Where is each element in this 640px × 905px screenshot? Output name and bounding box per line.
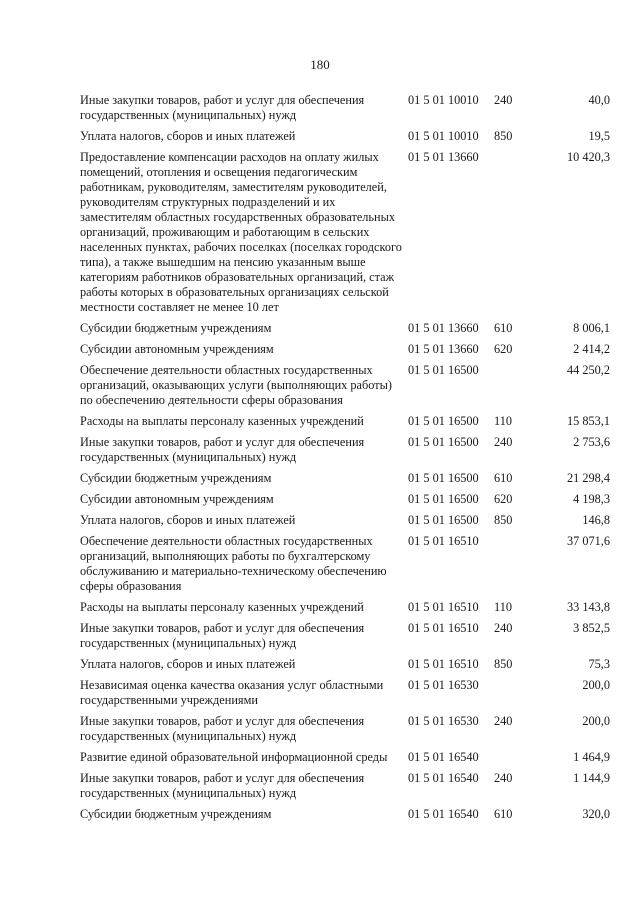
row-name: Независимая оценка качества оказания услуг областными государственными учреждениями — [80, 678, 384, 707]
table-row — [80, 435, 610, 465]
row-amount: 320,0 — [582, 807, 610, 821]
row-amount: 2 414,2 — [573, 342, 610, 356]
row-expense-type: 850 — [494, 657, 513, 671]
table-row — [80, 492, 610, 507]
row-expense-type — [494, 534, 532, 594]
row-amount: 33 143,8 — [566, 600, 610, 614]
table-row — [80, 321, 610, 336]
table-row — [80, 150, 610, 315]
row-amount: 2 753,6 — [573, 435, 610, 449]
row-name: Субсидии автономным учреждениям — [80, 492, 274, 506]
table-row — [80, 600, 610, 615]
table-row — [80, 807, 610, 822]
row-target-code: 01 5 01 16510 — [408, 600, 479, 614]
page-number: 180 — [310, 57, 330, 72]
row-amount: 15 853,1 — [566, 414, 610, 428]
row-name: Обеспечение деятельности областных государственных организаций, оказывающих услуги (выполняющих работы) по обеспечению деятельности сферы образования — [80, 363, 392, 407]
row-expense-type: 610 — [494, 321, 513, 335]
table-row — [80, 621, 610, 651]
row-target-code: 01 5 01 16540 — [408, 750, 479, 764]
row-target-code: 01 5 01 16500 — [408, 363, 479, 377]
row-amount: 146,8 — [582, 513, 610, 527]
row-amount: 8 006,1 — [573, 321, 610, 335]
table-row — [80, 750, 610, 765]
row-target-code: 01 5 01 16540 — [408, 771, 479, 785]
row-target-code: 01 5 01 16500 — [408, 513, 479, 527]
row-name: Предоставление компенсации расходов на оплату жилых помещений, отопления и освещения педагогическим работникам, руководителям, заместителям руководителей, руководителям структурных подразделений и их заместителям областных государственных образовательных организаций, проживающим и работающим в сельских населенных пунктах, рабочих поселках (поселках городского типа), а также вышедшим на пенсию указанным выше категориям работников образовательных организаций, стаж работы которых в образовательных организациях сельской местности составляет не менее 10 лет — [80, 150, 402, 314]
row-name: Развитие единой образовательной информационной среды — [80, 750, 388, 764]
row-name: Уплата налогов, сборов и иных платежей — [80, 657, 296, 671]
row-expense-type: 850 — [494, 513, 513, 527]
row-target-code: 01 5 01 13660 — [408, 342, 479, 356]
row-expense-type: 110 — [494, 414, 512, 428]
table-row — [80, 342, 610, 357]
row-expense-type: 240 — [494, 771, 513, 785]
row-name: Расходы на выплаты персоналу казенных учреждений — [80, 414, 364, 428]
row-amount: 1 464,9 — [573, 750, 610, 764]
row-target-code: 01 5 01 16530 — [408, 714, 479, 728]
row-expense-type: 610 — [494, 807, 513, 821]
row-expense-type: 240 — [494, 621, 513, 635]
row-name: Субсидии бюджетным учреждениям — [80, 321, 272, 335]
budget-table — [80, 93, 610, 828]
row-amount: 40,0 — [588, 93, 610, 107]
row-expense-type — [494, 150, 532, 315]
row-name: Субсидии бюджетным учреждениям — [80, 471, 272, 485]
row-expense-type: 110 — [494, 600, 512, 614]
table-row — [80, 93, 610, 123]
row-amount: 200,0 — [582, 714, 610, 728]
row-amount: 19,5 — [588, 129, 610, 143]
row-name: Субсидии автономным учреждениям — [80, 342, 274, 356]
row-expense-type: 620 — [494, 342, 513, 356]
row-target-code: 01 5 01 16530 — [408, 678, 479, 692]
row-expense-type — [494, 363, 532, 408]
table-row — [80, 534, 610, 594]
row-target-code: 01 5 01 16510 — [408, 657, 479, 671]
table-row — [80, 513, 610, 528]
row-expense-type: 610 — [494, 471, 513, 485]
row-target-code: 01 5 01 13660 — [408, 150, 479, 164]
table-row — [80, 471, 610, 486]
row-name: Обеспечение деятельности областных государственных организаций, выполняющих работы по бухгалтерскому обслуживанию и материально-техническому обеспечению сферы образования — [80, 534, 387, 593]
row-name: Иные закупки товаров, работ и услуг для обеспечения государственных (муниципальных) нужд — [80, 435, 365, 464]
row-expense-type — [494, 750, 532, 765]
row-name: Иные закупки товаров, работ и услуг для обеспечения государственных (муниципальных) нужд — [80, 621, 365, 650]
row-target-code: 01 5 01 16510 — [408, 534, 479, 548]
row-target-code: 01 5 01 16510 — [408, 621, 479, 635]
row-amount: 4 198,3 — [573, 492, 610, 506]
table-row — [80, 714, 610, 744]
row-expense-type: 240 — [494, 93, 513, 107]
row-name: Иные закупки товаров, работ и услуг для обеспечения государственных (муниципальных) нужд — [80, 93, 365, 122]
table-row — [80, 129, 610, 144]
row-amount: 3 852,5 — [573, 621, 610, 635]
row-target-code: 01 5 01 16500 — [408, 435, 479, 449]
row-expense-type: 240 — [494, 714, 513, 728]
row-name: Расходы на выплаты персоналу казенных учреждений — [80, 600, 364, 614]
table-row — [80, 657, 610, 672]
row-target-code: 01 5 01 13660 — [408, 321, 479, 335]
row-amount: 21 298,4 — [566, 471, 610, 485]
row-amount: 37 071,6 — [566, 534, 610, 548]
row-target-code: 01 5 01 16500 — [408, 471, 479, 485]
row-target-code: 01 5 01 10010 — [408, 93, 479, 107]
row-expense-type: 240 — [494, 435, 513, 449]
row-target-code: 01 5 01 16500 — [408, 492, 479, 506]
row-amount: 44 250,2 — [566, 363, 610, 377]
row-name: Субсидии бюджетным учреждениям — [80, 807, 272, 821]
row-expense-type: 850 — [494, 129, 513, 143]
row-name: Уплата налогов, сборов и иных платежей — [80, 129, 296, 143]
row-name: Уплата налогов, сборов и иных платежей — [80, 513, 296, 527]
row-name: Иные закупки товаров, работ и услуг для обеспечения государственных (муниципальных) нужд — [80, 771, 365, 800]
row-amount: 75,3 — [588, 657, 610, 671]
table-row — [80, 678, 610, 708]
row-target-code: 01 5 01 16500 — [408, 414, 479, 428]
table-row — [80, 363, 610, 408]
table-row — [80, 414, 610, 429]
row-expense-type: 620 — [494, 492, 513, 506]
row-amount: 1 144,9 — [573, 771, 610, 785]
row-expense-type — [494, 678, 532, 708]
row-amount: 10 420,3 — [566, 150, 610, 164]
row-target-code: 01 5 01 10010 — [408, 129, 479, 143]
row-name: Иные закупки товаров, работ и услуг для обеспечения государственных (муниципальных) нужд — [80, 714, 365, 743]
row-amount: 200,0 — [582, 678, 610, 692]
row-target-code: 01 5 01 16540 — [408, 807, 479, 821]
table-row — [80, 771, 610, 801]
